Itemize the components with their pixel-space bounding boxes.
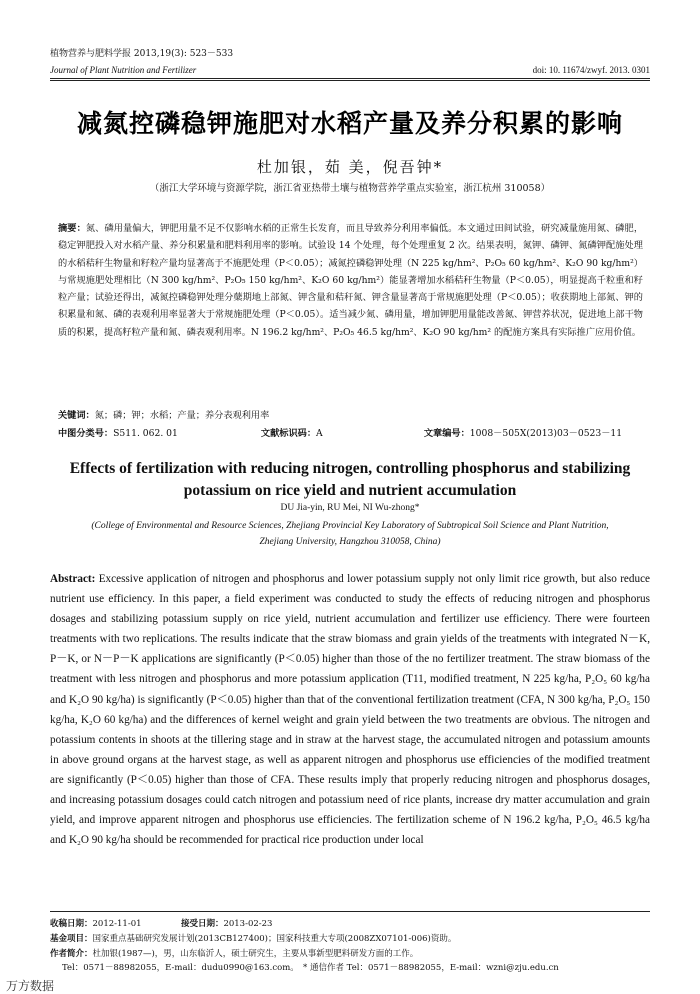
journal-name-en: Journal of Plant Nutrition and Fertilizer [50, 65, 197, 75]
abstract-en-text: Excessive application of nitrogen and phosphorus and lower potassium supply not only limit rice growth, but also reduce nutrient use efficiency. In this paper, a field experiment was conducted to study the effects of reducing nitrogen and phosphorus dosages and stabilizing potassium supply on rice yield, nutrient accumulation and fertilizer use efficiency. There were fourteen treatments with two replications. The results indicate that the straw biomass and grain yields of the treatments with integrated N－K, P－K, or N－P－K applications are significantly (P＜0.05) higher than those of the no fertilizer treatment. The straw biomass of the treatment with less nitrogen and phosphorus and more potassium application (T11, modified treatment, N 225 kg/ha, P₂O₅ 60 kg/ha and K₂O 90 kg/ha) is significantly (P＜0.05) higher than that of the conventional fertilization treatment (CFA, N 300 kg/ha, P₂O₅ 150 kg/ha, K₂O 60 kg/ha) and the differences of kernel weight and grain yield between the two treatments are obvious. The nitrogen and potassium contents in shoots at the tillering stage and in straw at the harvest stage, the accumulated nitrogen and potassium amounts in above ground organs at the harvest stage, as well as apparent nitrogen and phosphorus use efficiencies of the modified treatment are significantly (P＜0.05) higher than those of CFA. These results imply that properly reducing nitrogen and phosphorus dosages, and increasing potassium dosages could catch nitrogen and potassium need of rice plants, increase dry matter accumulation and grain yield, and improve apparent nitrogen and phosphorus use efficiencies. The fertilization scheme of N 196.2 kg/ha, P₂O₅ 46.5 kg/ha and K₂O 90 kg/ha should be recommended for practical rice production under local [50, 573, 651, 847]
affiliation-en: (College of Environmental and Resource Sciences, Zhejiang Provincial Key Laboratory of Subtropical Soil Science and Plant Nutrition, Zhejiang University, Hangzhou 310058, China) [91, 521, 609, 547]
footnote-fund [50, 933, 650, 946]
header-rule [50, 78, 650, 79]
abstract-cn-text: 氮、磷用量偏大，钾肥用量不足不仅影响水稻的正常生长发育，而且导致养分利用率偏低。本文通过田间试验，研究减量施用氮、磷肥，稳定钾肥投入对水稻产量、养分积累量和肥料利用率的影响。试验设 14 个处理，每个处理重复 2 次。结果表明，氮钾、磷钾、氮磷钾配施处理的水稻秸秆生物量和籽粒产量均显著高于不施肥处理（P＜0.05）；减氮控磷稳钾处理（N 225 kg/hm²、P₂O₅ 60 kg/hm²、K₂O 90 kg/hm²）与常规施肥处理相比（N 300 kg/hm²、P₂O₅ 150 kg/hm²、K₂O 60 kg/hm²）能显著增加水稻秸秆生物量（P＜0.05），明显提高千粒重和籽粒产量；试验还得出，减氮控磷稳钾处理分蘖期地上部氮、钾含量和秸秆氮、钾含量显著高于常规施肥处理（P＜0.05）；收获期地上部氮、钾的积累量和氮、磷的表观利用率显著大于常规施肥处理（P＜0.05）。适当减少氮、磷用量，增加钾肥用量能改善氮、钾营养状况，促进地上部干物质的积累，提高籽粒产量和氮、磷表观利用率。N 196.2 kg/hm²、P₂O₅ 46.5 kg/hm²、K₂O 90 kg/hm² 的配施方案具有实际推广应用价值。 [58, 223, 644, 338]
watermark: 万方数据 [6, 979, 55, 993]
doc-code-value: A [316, 428, 323, 439]
clc-value: S511. 062. 01 [113, 428, 178, 439]
abstract-en-label: Abstract: [50, 573, 96, 585]
accepted-date: 2013-02-23 [223, 919, 273, 929]
clc-label: 中图分类号： [58, 428, 114, 439]
footnote-dates [50, 918, 650, 931]
fund-text: 国家重点基础研究发展计划(2013CB127400)；国家科技重大专项(2008ZX07101-006)资助。 [92, 934, 457, 944]
title-cn: 减氮控磷稳钾施肥对水稻产量及养分积累的影响 [76, 109, 623, 138]
author-bio-text: 杜加银(1987—)，男，山东临沂人，硕士研究生，主要从事新型肥料研发方面的工作。 [92, 949, 419, 959]
article-id-value: 1008－505X(2013)03－0523－11 [469, 428, 623, 439]
footnote-contact: Tel：0571－88982055，E-mail：dudu0990@163.com。 * 通信作者 Tel：0571－88982055，E-mail：wzni@zju.edu.cn [62, 963, 559, 973]
keywords-cn-label: 关键词： [58, 410, 95, 421]
authors-cn: 杜加银，茹 美，倪吾钟* [256, 158, 444, 176]
keywords-cn-text: 氮；磷；钾；水稻；产量；养分表观利用率 [94, 410, 270, 421]
author-bio-label: 作者简介： [50, 949, 93, 959]
doc-code-label: 文献标识码： [260, 428, 317, 439]
title-en: Effects of fertilization with reducing nitrogen, controlling phosphorus and stabilizing potassium on rice yield and nutrient accumulation [69, 460, 631, 499]
doi-link[interactable]: doi: 10. 11674/zwyf. 2013. 0301 [532, 65, 650, 75]
keywords-cn [58, 407, 643, 421]
fund-label: 基金项目： [50, 934, 93, 944]
affiliation-cn: （浙江大学环境与资源学院，浙江省亚热带土壤与植物营养学重点实验室，浙江杭州 310058） [149, 183, 551, 194]
abstract-cn-label: 摘要： [58, 223, 86, 234]
classification-cn [58, 425, 643, 439]
journal-header-cn: 植物营养与肥料学报 2013,19(3): 523－533 [50, 49, 234, 59]
received-date: 2012-11-01 [92, 919, 142, 929]
authors-en: DU Jia-yin, RU Mei, NI Wu-zhong* [280, 503, 420, 513]
footnote-rule [50, 911, 650, 912]
received-label: 收稿日期： [50, 919, 93, 929]
accepted-label: 接受日期： [180, 919, 224, 929]
footnote-author [50, 948, 650, 961]
article-id-label: 文章编号： [423, 428, 470, 439]
header-rule-double [50, 80, 650, 81]
abstract-en [50, 569, 650, 850]
journal-header-en [50, 64, 650, 76]
abstract-cn [58, 220, 643, 341]
